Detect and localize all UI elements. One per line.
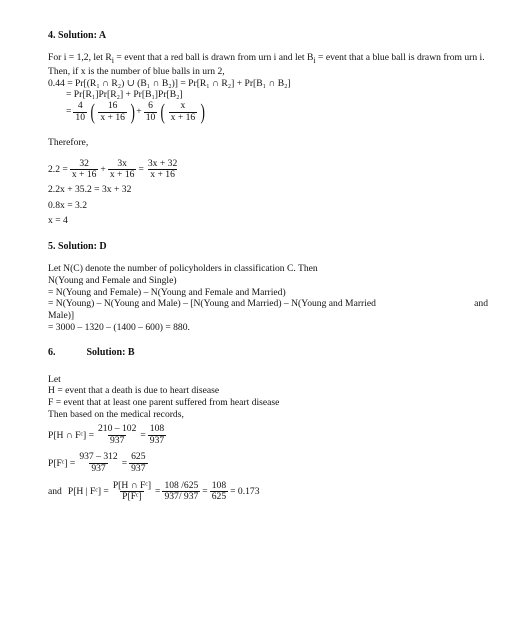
equation-6: 0.8x = 3.2 <box>48 199 87 211</box>
solution-6 <box>48 347 488 502</box>
definition-h: H = event that a death is due to heart disease <box>48 385 220 397</box>
fraction: $\frac{32}{x + 16}$ <box>71 157 97 181</box>
equation-5: 2.2x + 35.2 = 3x + 32 <box>48 183 132 195</box>
equation-7: x = 4 <box>48 215 68 227</box>
equation-1: 0.44 = Pr[(R₁ ∩ R₂) ∪ (B₁ ∩ B₂)] = Pr[R₁ ∩ R₂] + Pr[B₁ ∩ B₂] <box>48 77 291 89</box>
fraction: $\frac{937 - 312}{937}$ <box>79 451 118 474</box>
equation-4: 2.2 = $\frac{32}{x + 16}$ + $\frac{3x}{x + 16}$ = $\frac{3x + 32}{x + 16}$ <box>48 157 178 181</box>
equation-2: = Pr[R₁]Pr[R₂] + Pr[B₁]Pr[B₂] <box>66 89 183 101</box>
solution-5-line-3: = N(Young and Female) – N(Young and Female and Married) <box>48 286 286 298</box>
fraction: $\frac{3x + 32}{x + 16}$ <box>147 157 178 181</box>
let-text: Let <box>48 373 61 385</box>
probability-2: P[Fᶜ] = $\frac{937 - 312}{937}$ = $\frac{625}{937}$ <box>48 451 146 474</box>
fraction: $\frac{108}{937}$ <box>149 423 165 446</box>
solution-5-line-4: = N(Young) – N(Young and Male) – [N(Young and Married) – N(Young and Married and <box>48 298 488 310</box>
fraction: $\frac{108 /625}{937/ 937}$ <box>164 479 199 503</box>
solution-5-heading: 5. Solution: D <box>48 240 107 252</box>
fraction: $\frac{3x}{x + 16}$ <box>109 157 135 181</box>
solution-4-heading: 4. Solution: A <box>48 30 107 41</box>
solution-4-intro: For i = 1,2, let $R_i$ = event that a red ball is drawn from urn i and let $B_i$ = event that a blue ball is drawn from urn i. Then, if x is the number of blue balls in urn 2, <box>48 52 485 77</box>
fraction: $\frac{x}{x + 16}$ <box>170 99 196 123</box>
definition-f: F = event that at least one parent suffered from heart disease <box>48 396 280 408</box>
fraction: $\frac{210 - 102}{937}$ <box>97 423 137 446</box>
then-text: Then based on the medical records, <box>48 408 184 420</box>
fraction: $\frac{16}{x + 16}$ <box>100 99 125 123</box>
fraction: $\frac{4}{10}$ <box>75 99 86 123</box>
fraction: $\frac{6}{10}$ <box>145 99 156 123</box>
solution-5-line-6: = 3000 – 1320 – (1400 – 600) = 880. <box>48 321 190 333</box>
fraction: $\frac{108}{625}$ <box>211 479 227 503</box>
solution-5-line-1: Let N(C) denote the number of policyholders in classification C. Then <box>48 263 318 275</box>
solution-4 <box>48 30 488 227</box>
solution-5-line-5: Male)] <box>48 309 75 321</box>
solution-6-heading: 6. Solution: B <box>48 347 135 359</box>
solution-5 <box>48 241 488 333</box>
probability-1: P[H ∩ Fᶜ] = $\frac{210 - 102}{937}$ = $\frac{108}{937}$ <box>48 423 165 446</box>
equation-3: = $\frac{4}{10}$ ( $\frac{16}{x + 16}$ ) + $\frac{6}{10}$ ( $\frac{x}{x + 16}$ ) <box>66 99 206 124</box>
solutions-page <box>48 30 488 503</box>
therefore-text: Therefore, <box>48 137 89 149</box>
fraction: $\frac{625}{937}$ <box>131 451 146 474</box>
fraction: $\frac{\text{P[H ∩ Fᶜ]}}{\text{P[Fᶜ]}}$ <box>112 479 152 503</box>
solution-5-line-2: N(Young and Female and Single) <box>48 274 177 286</box>
probability-3: and P[H | Fᶜ] = $\frac{\text{P[H ∩ Fᶜ]}}{\text{P[Fᶜ]}}$ = $\frac{108 /625}{937/ 937}$ = $\frac{108}{625}$ = 0.173 <box>48 479 260 503</box>
